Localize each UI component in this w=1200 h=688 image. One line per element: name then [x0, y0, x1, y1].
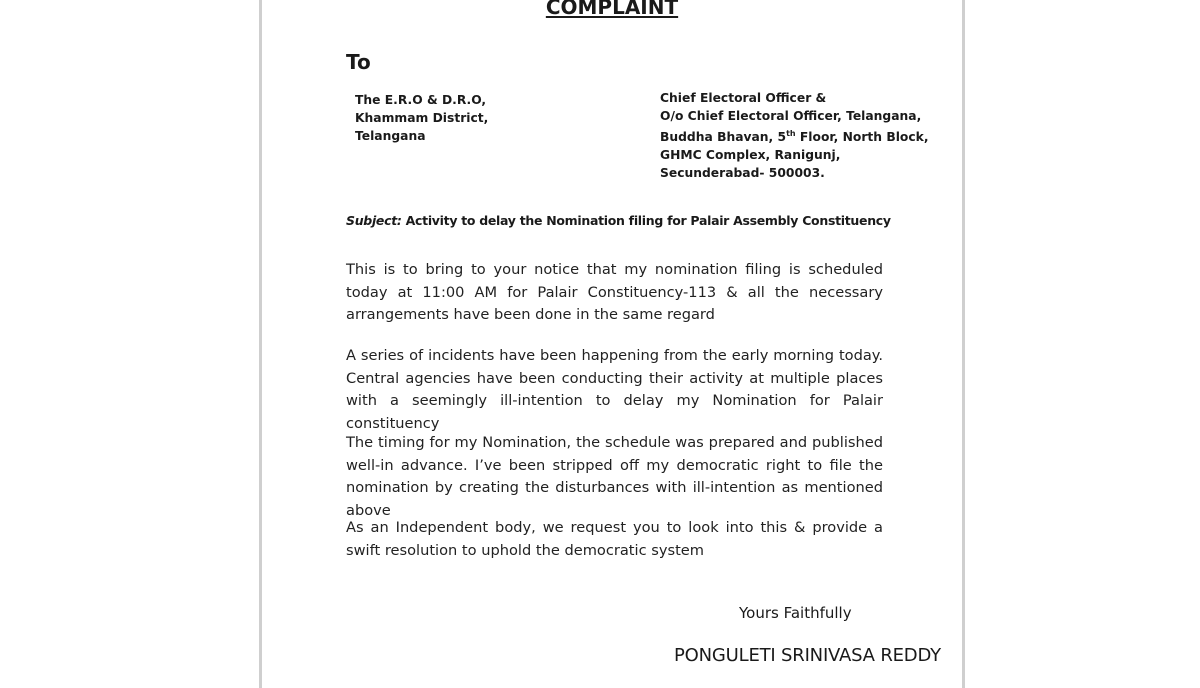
address-line: Secunderabad- 500003.	[660, 166, 825, 181]
body-paragraph: A series of incidents have been happening from the early morning today. Central agencies have been conducting their activity at multiple places with a seemingly ill-intention to delay my Nomination for Palair constituency	[346, 347, 883, 432]
signer-name: PONGULETI SRINIVASA REDDY	[674, 645, 941, 666]
body-paragraph: As an Independent body, we request you to look into this & provide a swift resolution to uphold the democratic system	[346, 519, 883, 559]
address-line: Buddha Bhavan, 5th Floor, North Block,	[660, 129, 929, 145]
address-line: Chief Electoral Officer &	[660, 91, 827, 105]
document-page	[259, 0, 965, 688]
address-line: The E.R.O & D.R.O,	[355, 93, 487, 107]
to-label: To	[346, 50, 371, 74]
subject-line	[346, 213, 891, 228]
address-line: Khammam District,	[355, 111, 489, 125]
recipient-address-right	[660, 89, 929, 182]
address-line: O/o Chief Electoral Officer, Telangana,	[660, 109, 922, 123]
subject-text: Activity to delay the Nomination filing for Palair Assembly Constituency	[401, 213, 891, 228]
document-title: COMPLAINT	[545, 0, 679, 19]
recipient-address-left	[355, 91, 488, 145]
address-line: Telangana	[355, 129, 426, 143]
subject-label: Subject:	[346, 213, 402, 228]
body-paragraph: The timing for my Nomination, the schedule was prepared and published well-in advance. I’ve been stripped off my democratic right to file the nomination by creating the disturbances with ill-intention as mentioned above	[346, 434, 883, 519]
body-paragraph: This is to bring to your notice that my nomination filing is scheduled today at 11:00 AM for Palair Constituency-113 & all the necessary arrangements have been done in the same regard	[346, 261, 883, 323]
closing: Yours Faithfully	[739, 604, 852, 622]
address-line: GHMC Complex, Ranigunj,	[660, 148, 841, 163]
